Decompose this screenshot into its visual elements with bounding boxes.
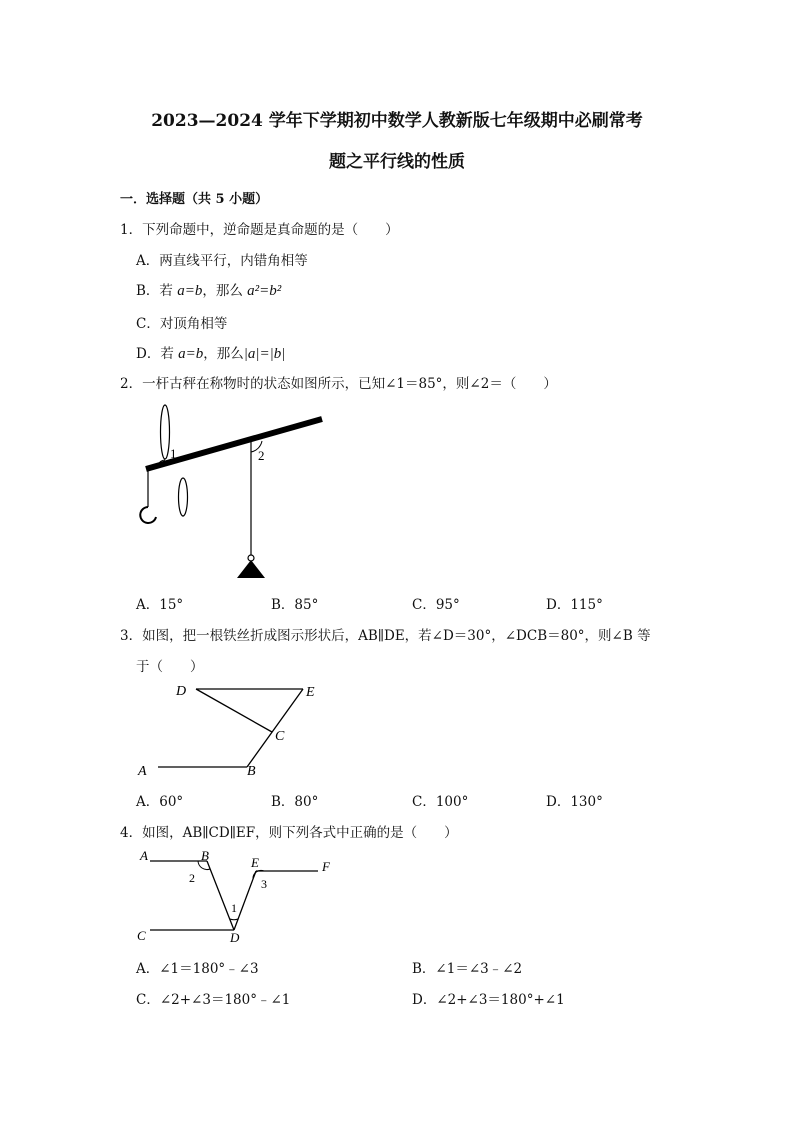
document-title-line2: 题之平行线的性质 (329, 152, 465, 172)
steelyard-beam (146, 419, 322, 469)
section-heading: 一．选择题（共 5 小题） (120, 192, 269, 207)
q3-option-b: B．80° (271, 794, 319, 810)
q4-option-d: D．∠2+∠3＝180°+∠1 (412, 992, 565, 1008)
label-a: A (140, 848, 148, 863)
q3-option-a: A．60° (136, 794, 184, 810)
q1-option-b (136, 279, 281, 300)
q1-option-d-condition: a=b (178, 346, 204, 362)
q1-option-c: C．对顶角相等 (136, 316, 228, 332)
angle-3-label: 3 (261, 877, 267, 891)
hook (140, 507, 156, 523)
q4-option-b: B．∠1＝∠3﹣∠2 (412, 961, 523, 977)
q2-option-c: C．95° (412, 597, 460, 613)
segment-bd (207, 861, 234, 930)
q4-option-c: C．∠2+∠3＝180°﹣∠1 (136, 992, 291, 1008)
label-b: B (201, 848, 209, 863)
label-c: C (137, 928, 146, 943)
q1-option-b-conclusion: a²=b² (247, 283, 282, 299)
q1-option-b-prefix: B．若 (136, 283, 178, 299)
q2-stem: 2．一杆古秤在称物时的状态如图所示，已知∠1＝85°，则∠2＝（ ） (120, 376, 557, 392)
q4-stem: 4．如图，AB∥CD∥EF，则下列各式中正确的是（ ） (120, 825, 458, 841)
q3-option-d: D．130° (546, 794, 603, 810)
q1-option-b-condition: a=b (177, 283, 203, 299)
angle-2-label: 2 (189, 871, 195, 885)
label-f: F (322, 859, 330, 874)
segment-de (234, 871, 256, 930)
q1-option-d-conclusion: |a|=|b| (243, 346, 286, 362)
angle-1-arc (230, 919, 238, 920)
weight-icon (237, 560, 265, 578)
q1-option-d (136, 342, 285, 363)
label-b: B (247, 764, 256, 779)
q1-option-b-mid: ，那么 (202, 283, 248, 299)
q3-stem-line1: 3．如图，把一根铁丝折成图示形状后，AB∥DE，若∠D＝30°，∠DCB＝80°，则∠B 等 (120, 628, 651, 644)
label-c: C (275, 729, 285, 744)
label-e: E (306, 685, 315, 700)
q2-option-d: D．115° (546, 597, 603, 613)
label-d: D (176, 684, 187, 699)
q2-option-b: B．85° (271, 597, 319, 613)
label-e: E (251, 855, 259, 870)
lower-string-loop (179, 478, 188, 516)
angle-1-label: 1 (231, 901, 237, 915)
label-a: A (138, 764, 147, 779)
angle-1-label: 1 (170, 446, 177, 461)
q3-option-c: C．100° (412, 794, 469, 810)
q2-option-a: A．15° (136, 597, 184, 613)
q1-option-d-mid: ，那么 (203, 346, 244, 362)
document-title-line1: 2023—2024 学年下学期初中数学人教新版七年级期中必刷常考 (151, 111, 643, 131)
segment-dc (196, 689, 272, 732)
segment-eb (247, 689, 303, 767)
q4-parallel-lines-figure (130, 845, 350, 950)
q1-option-a: A．两直线平行，内错角相等 (136, 253, 308, 269)
angle-2-label: 2 (258, 448, 265, 463)
q1-stem: 1．下列命题中，逆命题是真命题的是（ ） (120, 222, 399, 238)
upper-string-loop (161, 405, 170, 459)
q3-stem-line2: 于（ ） (136, 659, 204, 675)
label-d: D (230, 930, 240, 945)
q2-steelyard-figure (130, 400, 340, 585)
q3-wire-figure (130, 678, 330, 783)
q4-option-a: A．∠1＝180°﹣∠3 (136, 961, 259, 977)
q1-option-d-prefix: D．若 (136, 346, 179, 362)
